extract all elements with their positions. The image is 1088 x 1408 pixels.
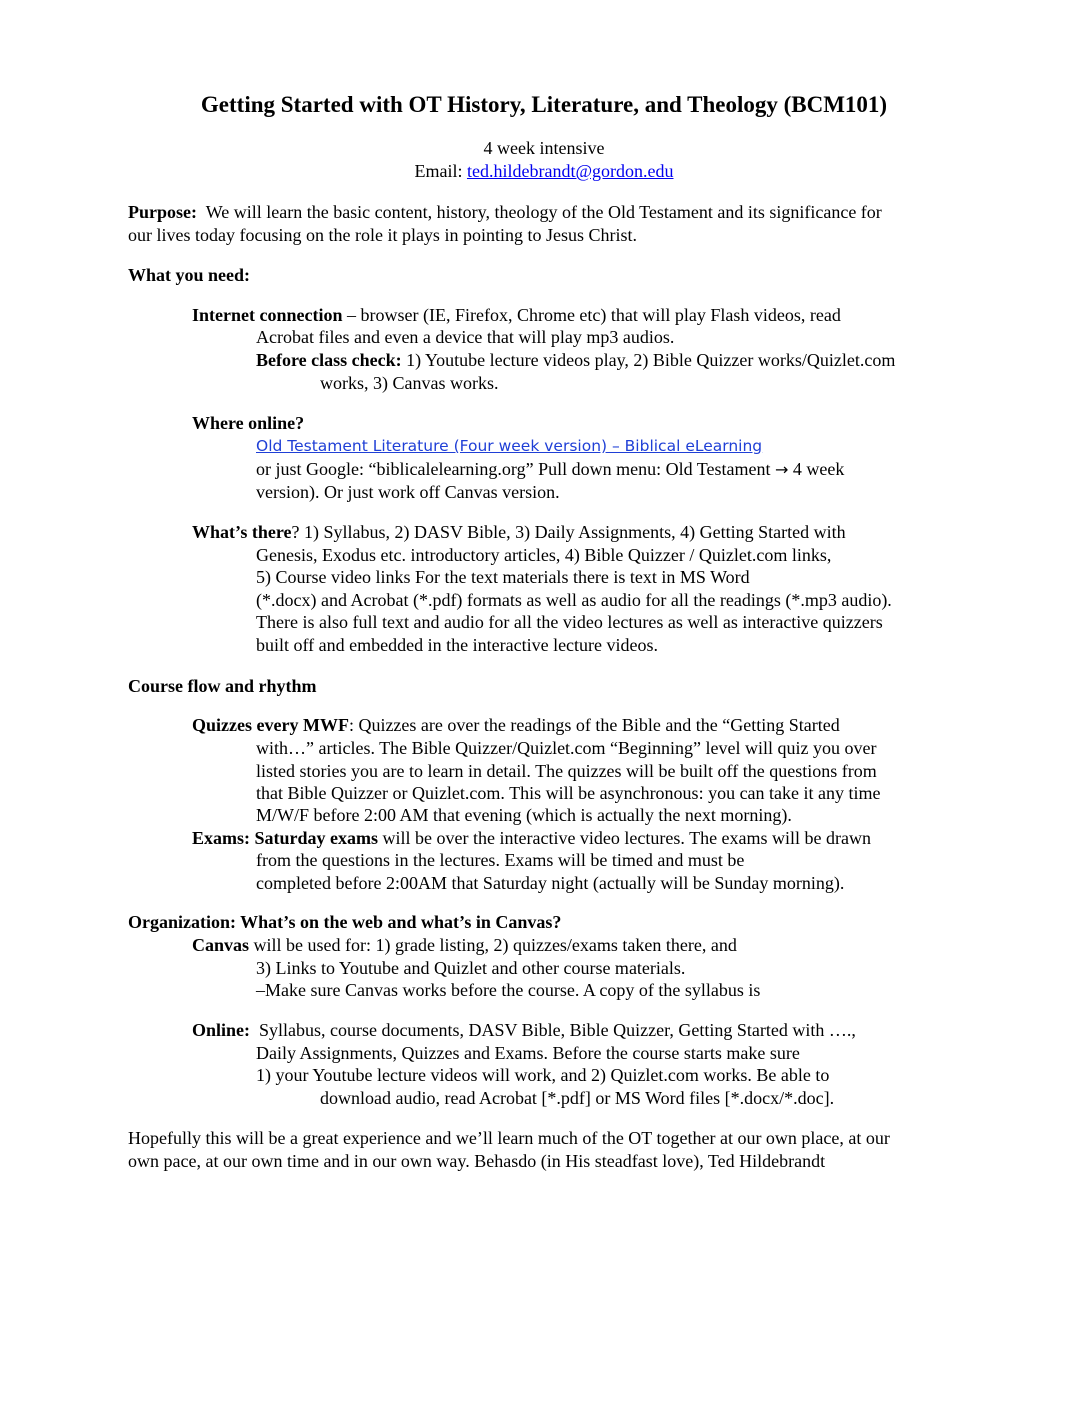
whats-there-line-2: Genesis, Exodus etc. introductory articles, 4) Bible Quizzer / Quizlet.com links, [256, 545, 832, 565]
email-link[interactable]: ted.hildebrandt@gordon.edu [466, 161, 674, 181]
internet-line-2: Acrobat files and even a device that will play mp3 audios. [256, 327, 675, 347]
purpose-line-2: our lives today focusing on the role it plays in pointing to Jesus Christ. [128, 225, 637, 245]
what-you-need-heading: What you need: [128, 265, 251, 285]
whats-there-line-4: (*.docx) and Acrobat (*.pdf) formats as well as audio for all the readings (*.mp3 audio). [256, 590, 892, 610]
course-flow-heading: Course flow and rhythm [128, 676, 317, 696]
before-label: Before class check: [256, 350, 402, 370]
exams-label: Exams: Saturday exams [192, 828, 379, 848]
whats-there-line-1: What’s there? 1) Syllabus, 2) DASV Bible, 3) Daily Assignments, 4) Getting Started with [192, 522, 846, 542]
purpose-label: Purpose: [128, 202, 197, 222]
page-title: Getting Started with OT History, Literature, and Theology (BCM101) [200, 92, 888, 117]
quizzes-line-3: listed stories you are to learn in detail. The quizzes will be built off the questions from [256, 761, 877, 781]
email-line [0, 159, 1088, 183]
where-online-heading: Where online? [192, 413, 305, 433]
whats-there-line-3: 5) Course video links For the text materials there is text in MS Word [256, 567, 750, 587]
online-line-1: Online: Syllabus, course documents, DASV Bible, Bible Quizzer, Getting Started with …., [192, 1020, 856, 1040]
organization-heading: Organization: What’s on the web and what’s in Canvas? [128, 912, 562, 932]
before-line-1: Before class check: 1) Youtube lecture videos play, 2) Bible Quizzer works/Quizlet.com [256, 350, 896, 370]
exams-line-3: completed before 2:00AM that Saturday night (actually will be Sunday morning). [256, 873, 845, 893]
whats-there-line-6: built off and embedded in the interactive lecture videos. [256, 635, 659, 655]
purpose-line-1: Purpose: We will learn the basic content, history, theology of the Old Testament and its significance for [128, 202, 882, 222]
quizzes-line-4: that Bible Quizzer or Quizlet.com. This will be asynchronous: you can take it any time [256, 783, 881, 803]
online-line-3: 1) your Youtube lecture videos will work, and 2) Quizlet.com works. Be able to [256, 1065, 830, 1085]
where-online-line-2: version). Or just work off Canvas version. [256, 482, 560, 502]
closing-line-2: own pace, at our own time and in our own way. Behasdo (in His steadfast love), Ted Hildebrandt [128, 1151, 826, 1171]
canvas-line-3: –Make sure Canvas works before the course. A copy of the syllabus is [256, 980, 761, 1000]
quizzes-line-1: Quizzes every MWF: Quizzes are over the readings of the Bible and the “Getting Started [192, 715, 840, 735]
closing-line-1: Hopefully this will be a great experience and we’ll learn much of the OT together at our own place, at our [128, 1128, 890, 1148]
exams-line-1: Exams: Saturday exams will be over the interactive video lectures. The exams will be drawn [192, 828, 872, 848]
canvas-line-2: 3) Links to Youtube and Quizlet and other course materials. [256, 958, 686, 978]
online-line-4: download audio, read Acrobat [*.pdf] or MS Word files [*.docx/*.doc]. [320, 1088, 835, 1108]
quizzes-line-5: M/W/F before 2:00 AM that evening (which is actually the next morning). [256, 805, 792, 825]
whats-there-line-5: There is also full text and audio for all the video lectures as well as interactive quizzers [256, 612, 883, 632]
arrow-right-icon: → [774, 460, 789, 479]
ot-literature-link[interactable]: Old Testament Literature (Four week version) – Biblical eLearning [256, 437, 763, 455]
internet-label: Internet connection [192, 305, 343, 325]
online-label: Online: [192, 1020, 251, 1040]
email-label: Email: [414, 161, 463, 181]
quizzes-line-2: with…” articles. The Bible Quizzer/Quizlet.com “Beginning” level will quiz you over [256, 738, 877, 758]
where-online-line-1: or just Google: “biblicalelearning.org” Pull down menu: Old Testament → 4 week [256, 459, 845, 479]
whats-there-label: What’s there [192, 522, 292, 542]
subtitle: 4 week intensive [483, 138, 605, 158]
before-line-2: works, 3) Canvas works. [320, 373, 499, 393]
exams-line-2: from the questions in the lectures. Exams will be timed and must be [256, 850, 745, 870]
quizzes-label: Quizzes every MWF [192, 715, 349, 735]
internet-line-1: Internet connection – browser (IE, Firefox, Chrome etc) that will play Flash videos, read [192, 305, 841, 325]
online-line-2: Daily Assignments, Quizzes and Exams. Before the course starts make sure [256, 1043, 800, 1063]
canvas-line-1: Canvas will be used for: 1) grade listing, 2) quizzes/exams taken there, and [192, 935, 737, 955]
canvas-label: Canvas [192, 935, 250, 955]
